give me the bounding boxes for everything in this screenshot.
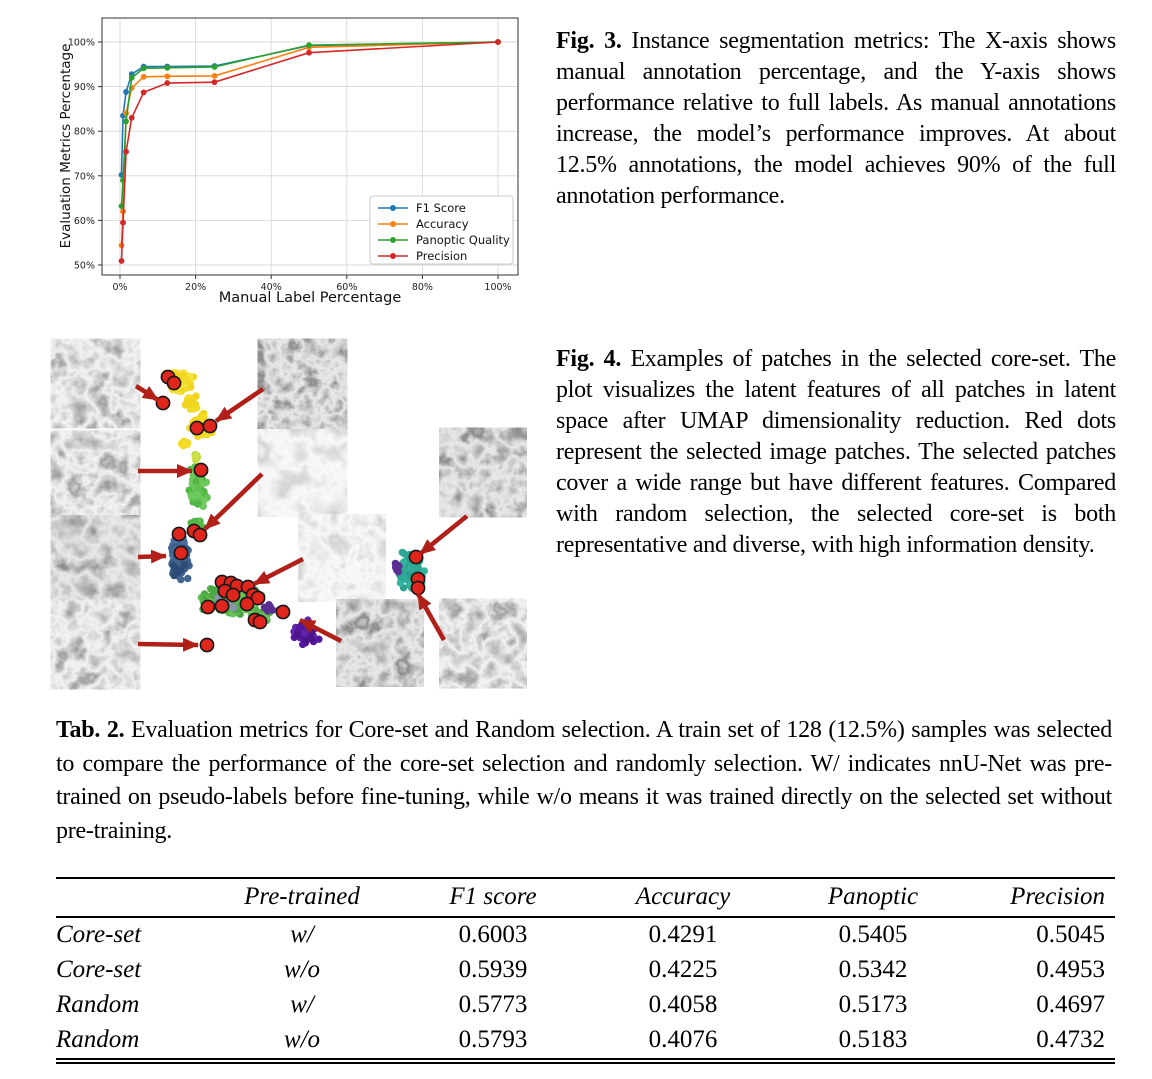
table-cell: w/o: [283, 956, 321, 983]
table-cell: Core-set: [56, 921, 142, 948]
em-patch: [55, 434, 136, 513]
svg-text:Precision: Precision: [416, 249, 468, 263]
table-cell: Random: [56, 991, 140, 1018]
metrics-line-chart: [56, 12, 536, 312]
svg-text:Accuracy: Accuracy: [416, 217, 469, 231]
table-row: [56, 953, 1115, 988]
table-row: [56, 988, 1115, 1023]
column-header-panoptic: Panoptic: [778, 878, 968, 917]
selected-patch-dot: [201, 600, 214, 613]
series-panoptic-quality: [119, 39, 501, 209]
em-patches: [55, 343, 523, 685]
tab2-caption-text: Evaluation metrics for Core-set and Random selection. A train set of 128 (12.5%) samples was selected to compare the performance of the core-set selection and randomly selection. W/ indicates nnU-Net was pre-trained on pseudo-labels before fine-tuning, while w/o means it was trained directly on the selected set without pre-training.: [56, 717, 1113, 844]
cluster-yellow-bridge: [182, 392, 201, 412]
table-cell: 0.5773: [458, 991, 528, 1018]
svg-text:80%: 80%: [73, 126, 95, 138]
x-axis-label: Manual Label Percentage: [218, 290, 402, 306]
arrow: [254, 559, 303, 584]
table-row: [56, 917, 1115, 953]
svg-text:60%: 60%: [336, 282, 358, 293]
column-header-pre-trained: Pre-trained: [206, 878, 398, 917]
svg-text:Panoptic Quality: Panoptic Quality: [416, 233, 510, 247]
selected-patch-dot: [203, 419, 216, 432]
fig4-caption-text: Examples of patches in the selected core-set. The plot visualizes the latent features of all patches in latent space after UMAP dimensionality reduction. Red dots represent the selected image patches. The selected patches cover a wide range but have different features. Compared with random selection, the selected core-set is both representative and diverse, with high information density.: [556, 346, 1117, 558]
selected-patch-dot: [215, 599, 228, 612]
table-cell: 0.4291: [648, 921, 718, 948]
table-cell: w/: [290, 921, 314, 948]
column-header-accuracy: Accuracy: [588, 878, 778, 917]
table-cell: 0.5405: [838, 921, 908, 948]
selected-patch-dot: [411, 581, 424, 594]
series-f1-score: [119, 39, 501, 178]
em-patch: [262, 433, 343, 513]
arrow: [420, 516, 467, 554]
arrow: [138, 644, 198, 645]
svg-text:60%: 60%: [73, 215, 95, 227]
table-cell: 0.5342: [838, 956, 908, 983]
arrow: [418, 594, 444, 640]
selected-patch-dot: [226, 588, 239, 601]
svg-text:50%: 50%: [73, 260, 95, 272]
svg-text:20%: 20%: [185, 282, 207, 293]
tab2-caption: [56, 714, 1112, 848]
em-patch: [55, 519, 136, 598]
column-header-f1-score: F1 score: [398, 878, 588, 917]
selected-patch-dot: [276, 605, 289, 618]
cluster-yellow-tail: [178, 438, 192, 450]
table-cell: 0.5793: [458, 1026, 528, 1053]
selected-patch-dot: [172, 527, 185, 540]
fig3-caption: [556, 26, 1116, 212]
svg-text:80%: 80%: [411, 282, 433, 293]
table-cell: 0.4058: [648, 991, 718, 1018]
table-cell: 0.4076: [648, 1026, 718, 1053]
chart-legend: [370, 196, 513, 264]
svg-text:100%: 100%: [484, 282, 512, 293]
em-patch: [340, 603, 420, 683]
fig3-caption-label: Fig. 3.: [556, 28, 622, 54]
table-cell: 0.4697: [1036, 991, 1105, 1018]
table-header-row: [56, 878, 1115, 917]
column-header-empty: [56, 878, 206, 917]
em-patch: [443, 432, 523, 513]
table-cell: 0.5045: [1036, 921, 1105, 948]
svg-text:0%: 0%: [112, 282, 128, 293]
arrow: [205, 474, 262, 529]
fig3-chart: [56, 12, 536, 312]
selected-patch-dot: [240, 597, 253, 610]
em-patch: [262, 343, 343, 425]
cluster-yellowgreen-dots: [191, 451, 201, 464]
selected-patch-dot: [253, 615, 266, 628]
tab2-caption-label: Tab. 2.: [56, 717, 125, 743]
table-cell: Core-set: [56, 956, 142, 983]
selected-patch-dot: [190, 421, 203, 434]
table-cell: Random: [56, 1026, 140, 1053]
em-patch: [443, 603, 523, 684]
em-patch: [55, 604, 136, 685]
selected-patch-dot: [167, 376, 180, 389]
evaluation-metrics-table: [56, 877, 1115, 1064]
selected-patch-dot: [200, 638, 213, 651]
table-cell: 0.4225: [648, 956, 718, 983]
table-cell: w/o: [283, 1026, 321, 1053]
table-cell: w/: [290, 991, 314, 1018]
column-header-precision: Precision: [968, 878, 1115, 917]
em-patch: [55, 343, 136, 424]
table-cell: 0.5183: [838, 1026, 908, 1053]
fig4-caption: [556, 344, 1116, 561]
fig3-caption-text: Instance segmentation metrics: The X-axis shows manual annotation percentage, and the Y-axis shows performance relative to full labels. As manual annotations increase, the model’s performance improves. At about 12.5% annotations, the model achieves 90% of the full annotation performance.: [556, 28, 1117, 209]
selected-patch-dot: [193, 528, 206, 541]
arrow: [216, 389, 263, 421]
svg-text:100%: 100%: [67, 37, 95, 49]
em-patch: [302, 518, 382, 598]
fig4-umap-figure: [50, 338, 528, 690]
fig4-caption-label: Fig. 4.: [556, 346, 622, 372]
svg-text:70%: 70%: [73, 171, 95, 183]
arrow: [136, 386, 158, 400]
umap-scatter-figure: [50, 338, 528, 690]
svg-text:90%: 90%: [73, 82, 95, 94]
table-cell: 0.5939: [458, 956, 528, 983]
table-cell: 0.5173: [838, 991, 908, 1018]
table-cell: 0.6003: [458, 921, 528, 948]
table-row: [56, 1023, 1115, 1061]
svg-text:F1 Score: F1 Score: [416, 201, 466, 215]
y-axis-label: Evaluation Metrics Percentage: [58, 43, 74, 249]
svg-text:40%: 40%: [260, 282, 282, 293]
selected-patch-dot: [194, 463, 207, 476]
arrow: [138, 556, 166, 557]
table-cell: 0.4953: [1036, 956, 1105, 983]
table-cell: 0.4732: [1036, 1026, 1105, 1053]
selected-patch-dot: [174, 546, 187, 559]
